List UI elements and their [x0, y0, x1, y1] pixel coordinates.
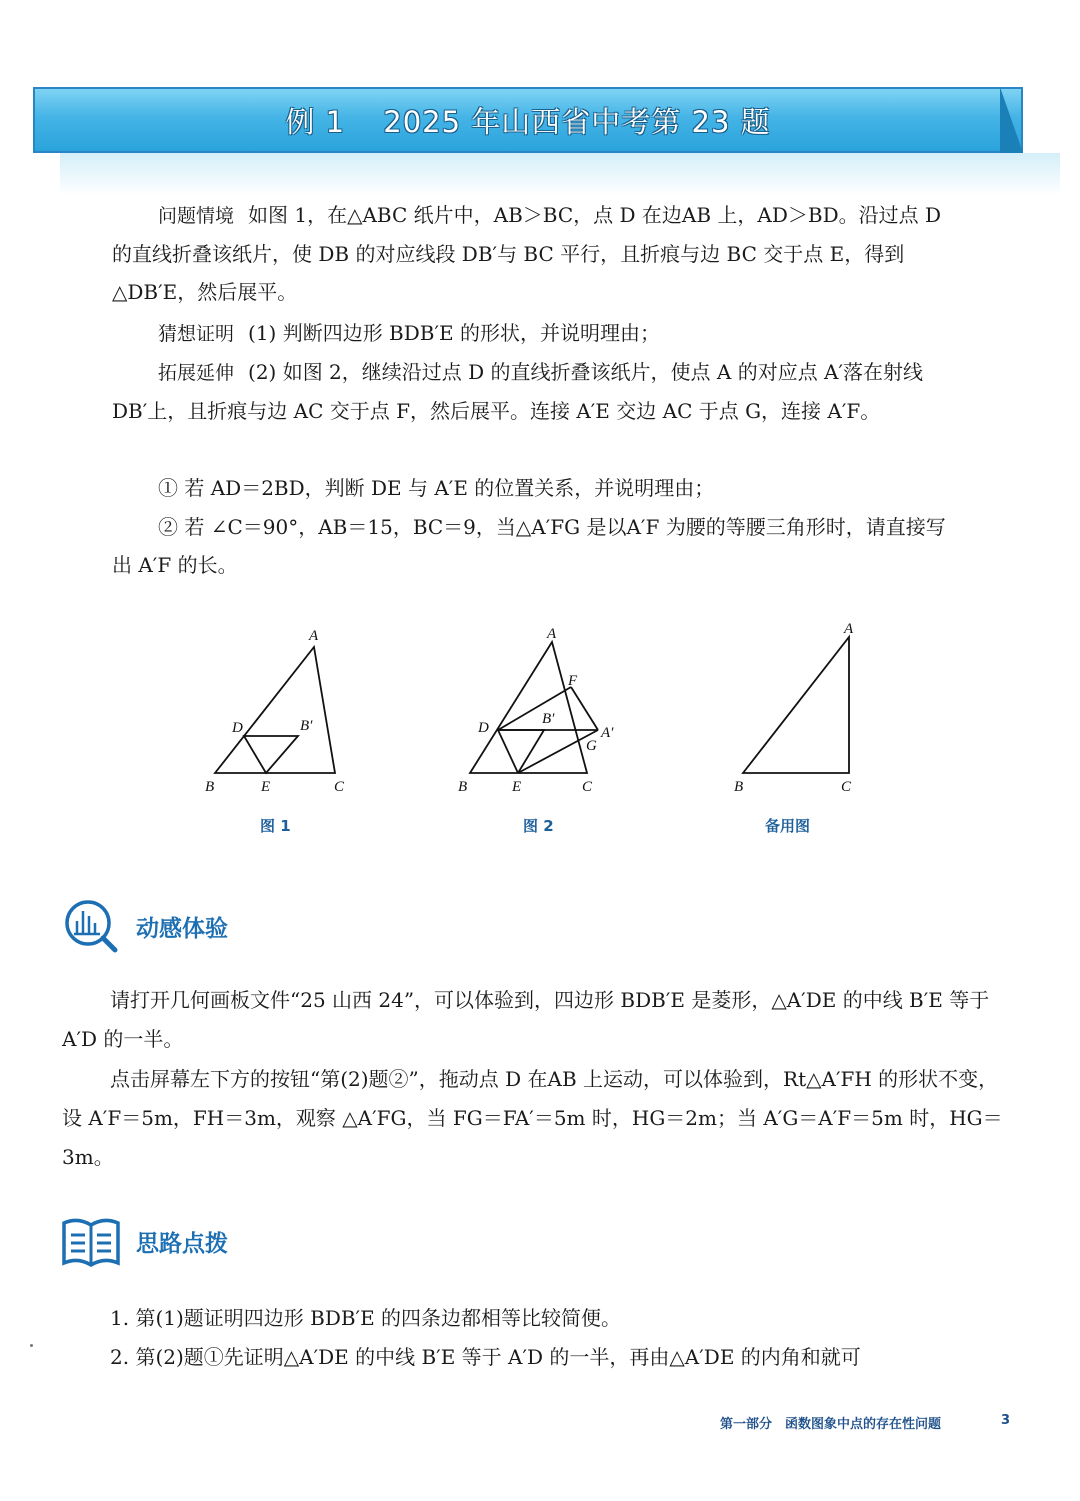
segment-a-prime-f	[571, 687, 598, 730]
problem-context	[112, 196, 962, 311]
segment-de	[498, 730, 518, 773]
label-g: G	[586, 738, 597, 754]
label-d: D	[478, 720, 489, 736]
guess-label: 猜想证明	[158, 323, 235, 345]
label-b: B	[205, 779, 215, 795]
label-d: D	[232, 720, 243, 736]
triangle-abc	[470, 642, 587, 773]
figure-2	[450, 620, 630, 800]
label-a: A	[547, 626, 557, 642]
triangle-db-prime-e	[244, 736, 298, 773]
hint-title: 思路点拨	[136, 1230, 228, 1257]
triangle-abc	[743, 637, 849, 773]
dynamic-text-2: 点击屏幕左下方的按钮“第(2)题②”，拖动点 D 在AB 上运动，可以体验到，Rt△A′FH 的形状不变，设 A′F＝5m，FH＝3m，观察 △A′FG，当 FG＝FA′＝5m 时，HG＝2m；当 A′G＝A′F＝5m 时，HG＝3m。	[62, 1067, 1003, 1169]
label-a: A	[844, 621, 854, 637]
dynamic-text-1: 请打开几何画板文件“25 山西 24”，可以体验到，四边形 BDB′E 是菱形，△A′DE 的中线 B′E 等于A′D 的一半。	[62, 988, 990, 1051]
figure-spare-caption: 备用图	[765, 817, 811, 835]
problem-extend	[112, 353, 962, 430]
label-e: E	[261, 779, 271, 795]
question-1: ① 若 AD＝2BD，判断 DE 与 A′E 的位置关系，并说明理由；	[158, 476, 715, 500]
crease-df	[498, 687, 571, 730]
example-banner	[33, 87, 1023, 153]
footer-section: 第一部分 函数图象中点的存在性问题	[720, 1417, 942, 1432]
hint-item-1: 1. 第(1)题证明四边形 BDB′E 的四条边都相等比较简便。	[110, 1306, 622, 1330]
page-footer	[720, 1413, 1010, 1433]
dynamic-paragraph-1	[62, 981, 1012, 1059]
guess-text: (1) 判断四边形 BDB′E 的形状，并说明理由；	[248, 321, 660, 345]
dynamic-title: 动感体验	[136, 915, 228, 942]
hint-item-2: 2. 第(2)题①先证明△A′DE 的中线 B′E 等于 A′D 的一半，再由△A′DE 的内角和就可	[110, 1345, 861, 1369]
example-title	[271, 100, 784, 141]
extend-text: (2) 如图 2，继续沿过点 D 的直线折叠该纸片，使点 A 的对应点 A′落在射线 DB′上，且折痕与边 AC 交于点 F，然后展平。连接 A′E 交边 AC 于点 G，连接 A′F。	[112, 360, 924, 423]
example-number: 例 1	[285, 104, 346, 139]
problem-guess	[112, 314, 962, 353]
label-e: E	[512, 779, 522, 795]
label-b-prime: B′	[300, 718, 313, 734]
rhombus-edges	[498, 730, 544, 773]
figure-2-caption: 图 2	[523, 817, 554, 835]
dynamic-section-header	[60, 897, 228, 955]
open-book-icon	[60, 1213, 122, 1269]
question-2: ② 若 ∠C＝90°，AB＝15，BC＝9，当△A′FG 是以A′F 为腰的等腰三角形时，请直接写出 A′F 的长。	[112, 515, 946, 577]
hint-section-header	[60, 1213, 228, 1269]
magnifier-chart-icon	[60, 897, 122, 955]
scan-speck	[30, 1344, 33, 1347]
label-c: C	[582, 779, 593, 795]
label-c: C	[841, 779, 852, 795]
label-c: C	[334, 779, 345, 795]
figure-1-caption: 图 1	[260, 817, 291, 835]
banner-shadow	[60, 153, 1060, 195]
label-b: B	[458, 779, 468, 795]
example-source: 2025 年山西省中考第 23 题	[383, 104, 771, 139]
label-a: A	[309, 628, 319, 644]
context-text: 如图 1，在△ABC 纸片中，AB＞BC，点 D 在边AB 上，AD＞BD。沿过点 D 的直线折叠该纸片，使 DB 的对应线段 DB′与 BC 平行，且折痕与边 BC 交于点 E，得到△DB′E，然后展平。	[112, 203, 942, 304]
dynamic-paragraph-2	[62, 1060, 1012, 1177]
banner-fold	[1000, 87, 1023, 153]
figure-1	[195, 620, 365, 800]
label-a-prime: A′	[601, 725, 614, 741]
label-b-prime: B′	[542, 711, 555, 727]
context-label: 问题情境	[158, 205, 235, 227]
triangle-abc	[215, 647, 335, 773]
page-number: 3	[1000, 1413, 1010, 1428]
label-b: B	[734, 779, 744, 795]
label-f: F	[568, 673, 578, 689]
extend-label: 拓展延伸	[158, 362, 235, 384]
figure-spare	[725, 620, 885, 800]
